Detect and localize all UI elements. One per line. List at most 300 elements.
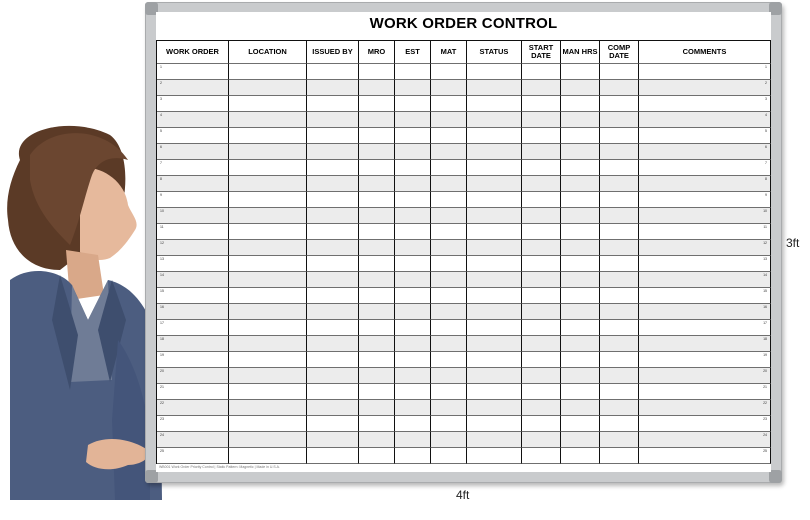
table-cell — [431, 352, 467, 368]
table-cell — [639, 144, 771, 160]
table-row — [157, 320, 771, 336]
table-row — [157, 432, 771, 448]
table-cell — [467, 272, 522, 288]
table-cell — [229, 128, 307, 144]
table-cell — [157, 384, 229, 400]
row-number: 16 — [763, 305, 767, 309]
table-cell — [522, 448, 561, 464]
table-cell — [359, 288, 395, 304]
table-cell — [431, 80, 467, 96]
table-row — [157, 80, 771, 96]
table-cell — [359, 336, 395, 352]
table-cell — [307, 352, 359, 368]
table-cell — [600, 416, 639, 432]
table-cell — [561, 176, 600, 192]
row-number: 23 — [160, 417, 164, 421]
row-number: 9 — [160, 193, 162, 197]
table-cell — [359, 448, 395, 464]
table-cell — [431, 288, 467, 304]
table-cell — [229, 112, 307, 128]
table-cell — [600, 64, 639, 80]
table-cell — [639, 288, 771, 304]
table-cell — [157, 176, 229, 192]
row-number: 14 — [763, 273, 767, 277]
table-cell — [395, 272, 431, 288]
table-cell — [639, 160, 771, 176]
row-number: 25 — [160, 449, 164, 453]
table-row — [157, 160, 771, 176]
table-cell — [395, 192, 431, 208]
table-cell — [561, 368, 600, 384]
table-row — [157, 288, 771, 304]
table-cell — [229, 176, 307, 192]
table-cell — [307, 320, 359, 336]
table-cell — [639, 96, 771, 112]
table-cell — [600, 144, 639, 160]
table-cell — [467, 368, 522, 384]
row-number: 17 — [763, 321, 767, 325]
row-number: 18 — [160, 337, 164, 341]
table-cell — [561, 240, 600, 256]
table-cell — [229, 208, 307, 224]
table-cell — [307, 304, 359, 320]
table-cell — [467, 240, 522, 256]
table-cell — [639, 176, 771, 192]
column-header: MAT — [431, 41, 467, 64]
table-cell — [229, 192, 307, 208]
row-number: 7 — [160, 161, 162, 165]
table-cell — [229, 304, 307, 320]
table-cell — [395, 288, 431, 304]
table-cell — [307, 272, 359, 288]
table-cell — [467, 80, 522, 96]
table-cell — [395, 160, 431, 176]
table-cell — [600, 288, 639, 304]
table-row — [157, 272, 771, 288]
row-number: 21 — [763, 385, 767, 389]
row-number: 24 — [160, 433, 164, 437]
table-cell — [561, 144, 600, 160]
table-cell — [600, 400, 639, 416]
table-cell — [467, 160, 522, 176]
row-number: 10 — [763, 209, 767, 213]
table-cell — [600, 192, 639, 208]
table-cell — [307, 256, 359, 272]
table-cell — [600, 96, 639, 112]
row-number: 24 — [763, 433, 767, 437]
table-cell — [395, 176, 431, 192]
table-cell — [561, 352, 600, 368]
table-cell — [431, 416, 467, 432]
table-cell — [359, 160, 395, 176]
table-cell — [522, 192, 561, 208]
table-cell — [359, 96, 395, 112]
table-cell — [395, 112, 431, 128]
table-row — [157, 416, 771, 432]
table-cell — [359, 64, 395, 80]
table-cell — [522, 272, 561, 288]
table-cell — [229, 240, 307, 256]
table-cell — [639, 352, 771, 368]
table-cell — [229, 64, 307, 80]
table-cell — [359, 400, 395, 416]
row-number: 5 — [160, 129, 162, 133]
table-cell — [307, 288, 359, 304]
row-number: 3 — [765, 97, 767, 101]
height-dimension-label: 3ft — [786, 236, 800, 250]
table-cell — [307, 368, 359, 384]
table-cell — [395, 240, 431, 256]
row-number: 14 — [160, 273, 164, 277]
table-cell — [639, 304, 771, 320]
table-cell — [600, 224, 639, 240]
table-cell — [229, 432, 307, 448]
table-cell — [522, 352, 561, 368]
table-cell — [157, 400, 229, 416]
table-cell — [600, 352, 639, 368]
table-row — [157, 368, 771, 384]
table-cell — [600, 128, 639, 144]
row-number: 15 — [763, 289, 767, 293]
table-cell — [359, 112, 395, 128]
table-cell — [395, 336, 431, 352]
row-number: 25 — [763, 449, 767, 453]
table-cell — [467, 112, 522, 128]
row-number: 23 — [763, 417, 767, 421]
table-cell — [639, 192, 771, 208]
table-cell — [229, 288, 307, 304]
row-number: 16 — [160, 305, 164, 309]
row-number: 1 — [765, 65, 767, 69]
row-number: 13 — [763, 257, 767, 261]
row-number: 4 — [160, 113, 162, 117]
table-cell — [431, 368, 467, 384]
table-row — [157, 240, 771, 256]
table-cell — [639, 320, 771, 336]
table-cell — [157, 208, 229, 224]
table-cell — [359, 272, 395, 288]
table-cell — [157, 416, 229, 432]
table-cell — [522, 400, 561, 416]
table-cell — [307, 96, 359, 112]
table-cell — [467, 448, 522, 464]
row-number: 1 — [160, 65, 162, 69]
table-cell — [157, 192, 229, 208]
table-row — [157, 400, 771, 416]
table-cell — [600, 272, 639, 288]
table-cell — [157, 304, 229, 320]
table-cell — [307, 336, 359, 352]
table-cell — [561, 416, 600, 432]
table-cell — [359, 240, 395, 256]
table-cell — [307, 432, 359, 448]
row-number: 8 — [160, 177, 162, 181]
table-cell — [467, 208, 522, 224]
table-cell — [639, 416, 771, 432]
row-number: 9 — [765, 193, 767, 197]
table-cell — [467, 176, 522, 192]
table-cell — [467, 224, 522, 240]
table-cell — [467, 192, 522, 208]
column-header: COMMENTS — [639, 41, 771, 64]
table-cell — [157, 352, 229, 368]
table-cell — [639, 64, 771, 80]
table-cell — [157, 96, 229, 112]
table-cell — [467, 304, 522, 320]
row-number: 15 — [160, 289, 164, 293]
table-cell — [229, 80, 307, 96]
table-cell — [359, 176, 395, 192]
table-cell — [561, 80, 600, 96]
table-cell — [561, 224, 600, 240]
table-row — [157, 64, 771, 80]
table-cell — [522, 64, 561, 80]
table-cell — [395, 384, 431, 400]
table-cell — [359, 384, 395, 400]
table-cell — [561, 256, 600, 272]
row-number: 8 — [765, 177, 767, 181]
table-cell — [307, 400, 359, 416]
table-cell — [561, 160, 600, 176]
table-row — [157, 448, 771, 464]
row-number: 17 — [160, 321, 164, 325]
table-row — [157, 304, 771, 320]
table-cell — [431, 320, 467, 336]
table-cell — [431, 64, 467, 80]
table-cell — [359, 432, 395, 448]
table-cell — [561, 112, 600, 128]
table-cell — [522, 240, 561, 256]
table-row — [157, 224, 771, 240]
table-cell — [307, 80, 359, 96]
table-cell — [395, 80, 431, 96]
table-cell — [229, 416, 307, 432]
table-cell — [307, 128, 359, 144]
table-cell — [229, 320, 307, 336]
table-cell — [431, 112, 467, 128]
table-cell — [431, 304, 467, 320]
table-cell — [359, 208, 395, 224]
column-header: START DATE — [522, 41, 561, 64]
column-header: MAN HRS — [561, 41, 600, 64]
table-cell — [639, 448, 771, 464]
table-cell — [639, 256, 771, 272]
table-cell — [307, 448, 359, 464]
row-number: 21 — [160, 385, 164, 389]
column-header: COMP DATE — [600, 41, 639, 64]
table-cell — [522, 416, 561, 432]
table-cell — [431, 208, 467, 224]
table-cell — [307, 160, 359, 176]
row-number: 18 — [763, 337, 767, 341]
table-cell — [431, 400, 467, 416]
table-cell — [522, 96, 561, 112]
row-number: 3 — [160, 97, 162, 101]
row-number: 22 — [763, 401, 767, 405]
table-cell — [157, 368, 229, 384]
table-cell — [467, 384, 522, 400]
table-cell — [639, 80, 771, 96]
table-body — [157, 64, 771, 464]
table-cell — [522, 256, 561, 272]
table-cell — [431, 144, 467, 160]
table-cell — [522, 368, 561, 384]
table-cell — [639, 208, 771, 224]
table-cell — [600, 448, 639, 464]
row-number: 2 — [765, 81, 767, 85]
table-row — [157, 128, 771, 144]
row-number: 22 — [160, 401, 164, 405]
row-number: 7 — [765, 161, 767, 165]
row-number: 20 — [763, 369, 767, 373]
table-cell — [431, 336, 467, 352]
table-cell — [229, 336, 307, 352]
table-cell — [600, 304, 639, 320]
table-cell — [467, 128, 522, 144]
table-cell — [229, 448, 307, 464]
table-cell — [561, 432, 600, 448]
table-cell — [600, 176, 639, 192]
table-cell — [467, 144, 522, 160]
table-cell — [522, 176, 561, 192]
row-number: 11 — [160, 225, 164, 229]
table-cell — [157, 224, 229, 240]
table-cell — [467, 320, 522, 336]
footer-fine-print: WB001 Work Order Priority Control | Static Pattern: Magnetic | Made in U.S.A. — [159, 465, 280, 469]
table-cell — [395, 416, 431, 432]
table-cell — [639, 432, 771, 448]
table-row — [157, 176, 771, 192]
table-cell — [229, 256, 307, 272]
table-cell — [600, 240, 639, 256]
table-row — [157, 336, 771, 352]
table-cell — [395, 144, 431, 160]
table-cell — [431, 176, 467, 192]
table-cell — [467, 288, 522, 304]
table-cell — [359, 144, 395, 160]
table-cell — [639, 224, 771, 240]
table-cell — [359, 256, 395, 272]
column-header: LOCATION — [229, 41, 307, 64]
table-cell — [395, 224, 431, 240]
board-title: WORK ORDER CONTROL — [369, 15, 558, 32]
table-row — [157, 352, 771, 368]
table-cell — [561, 64, 600, 80]
table-cell — [600, 112, 639, 128]
table-cell — [395, 448, 431, 464]
column-header: ISSUED BY — [307, 41, 359, 64]
table-cell — [395, 320, 431, 336]
table-cell — [395, 368, 431, 384]
table-cell — [359, 304, 395, 320]
row-number: 12 — [763, 241, 767, 245]
table-cell — [157, 432, 229, 448]
table-cell — [307, 144, 359, 160]
table-cell — [307, 384, 359, 400]
table-cell — [307, 240, 359, 256]
table-cell — [522, 112, 561, 128]
row-number: 13 — [160, 257, 164, 261]
table-cell — [522, 432, 561, 448]
table-cell — [600, 80, 639, 96]
table-cell — [561, 304, 600, 320]
work-order-table — [156, 40, 771, 464]
row-number: 6 — [160, 145, 162, 149]
table-cell — [431, 240, 467, 256]
table-cell — [561, 96, 600, 112]
table-cell — [467, 256, 522, 272]
table-row — [157, 96, 771, 112]
column-header: EST — [395, 41, 431, 64]
table-cell — [600, 432, 639, 448]
table-cell — [359, 352, 395, 368]
table-cell — [467, 400, 522, 416]
table-cell — [395, 256, 431, 272]
table-cell — [359, 224, 395, 240]
table-cell — [157, 160, 229, 176]
table-cell — [561, 288, 600, 304]
table-cell — [307, 176, 359, 192]
table-cell — [522, 160, 561, 176]
table-cell — [522, 80, 561, 96]
table-cell — [229, 384, 307, 400]
table-cell — [467, 432, 522, 448]
table-cell — [431, 448, 467, 464]
table-cell — [395, 432, 431, 448]
table-cell — [561, 336, 600, 352]
table-cell — [157, 288, 229, 304]
table-cell — [157, 336, 229, 352]
table-cell — [395, 352, 431, 368]
table-cell — [431, 160, 467, 176]
table-cell — [157, 320, 229, 336]
table-cell — [561, 192, 600, 208]
table-cell — [229, 144, 307, 160]
table-cell — [431, 272, 467, 288]
table-cell — [561, 400, 600, 416]
table-cell — [307, 112, 359, 128]
column-header: WORK ORDER — [157, 41, 229, 64]
row-number: 20 — [160, 369, 164, 373]
table-cell — [522, 128, 561, 144]
table-cell — [561, 128, 600, 144]
table-cell — [431, 384, 467, 400]
table-cell — [395, 400, 431, 416]
table-cell — [307, 192, 359, 208]
table-cell — [467, 96, 522, 112]
table-cell — [600, 336, 639, 352]
table-cell — [229, 272, 307, 288]
table-row — [157, 256, 771, 272]
table-cell — [639, 128, 771, 144]
table-cell — [229, 400, 307, 416]
table-cell — [431, 128, 467, 144]
table-cell — [561, 320, 600, 336]
table-cell — [229, 224, 307, 240]
table-cell — [431, 224, 467, 240]
table-cell — [359, 192, 395, 208]
table-cell — [359, 416, 395, 432]
table-row — [157, 112, 771, 128]
table-cell — [522, 320, 561, 336]
table-cell — [522, 224, 561, 240]
table-header-row — [157, 41, 771, 64]
table-cell — [157, 256, 229, 272]
row-number: 2 — [160, 81, 162, 85]
row-number: 10 — [160, 209, 164, 213]
table-cell — [600, 160, 639, 176]
column-header: STATUS — [467, 41, 522, 64]
